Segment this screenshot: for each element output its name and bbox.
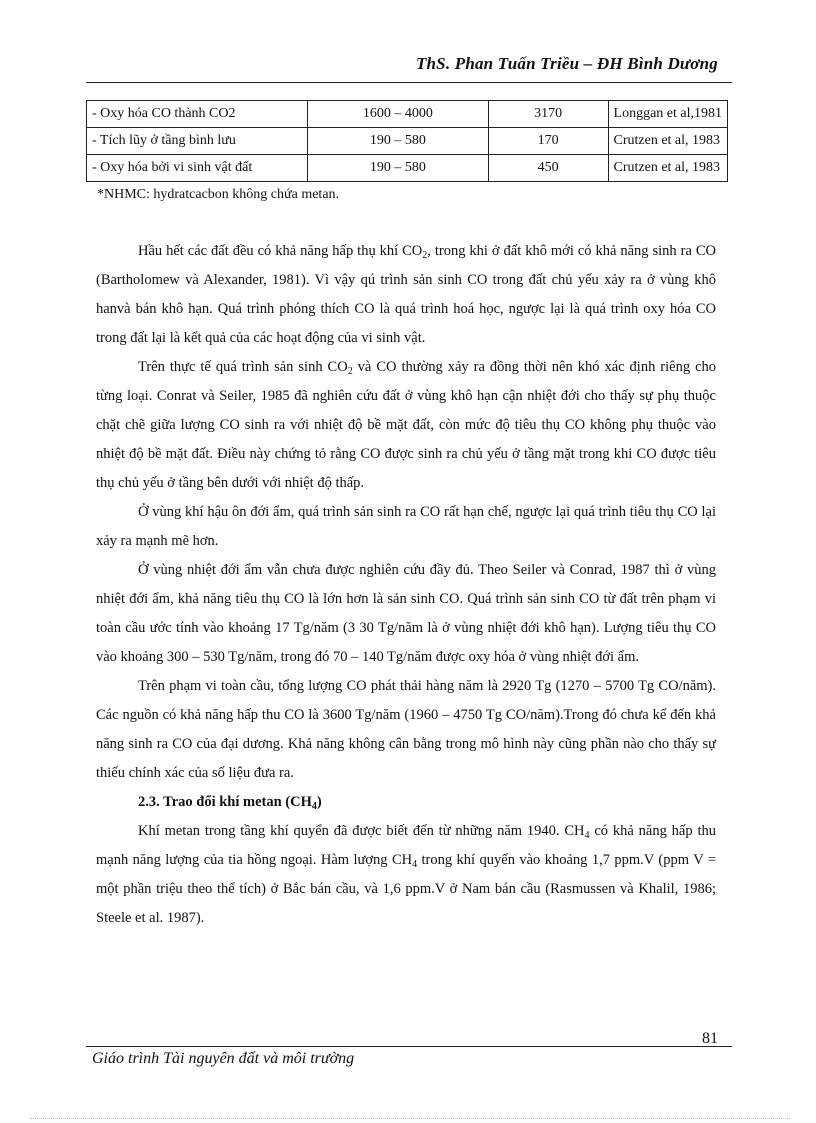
footer-rule <box>86 1046 732 1047</box>
range-cell: 1600 – 4000 <box>307 101 488 128</box>
subscript: 4 <box>412 859 418 870</box>
subscript: 2 <box>347 366 353 377</box>
process-cell: - Oxy hóa CO thành CO2 <box>87 101 308 128</box>
process-cell: - Oxy hóa bởi vi sinh vật đất <box>87 155 308 182</box>
page-number: 81 <box>702 1030 718 1047</box>
table-row <box>87 128 728 155</box>
value-cell: 3170 <box>488 101 608 128</box>
text-run: và CO thường xảy ra đồng thời nên khó xác định riêng cho từng loại. Conrat và Seiler, 1985 đã nghiên cứu đất ở vùng khô hạn cận nhiệt đới cho thấy sự phụ thuộc chặt chẽ giữa lượng CO sinh ra với nhiệt độ bề mặt đất, còn mức độ tiêu thụ CO không phụ thuộc vào nhiệt độ bề mặt đất. Điều này chứng tỏ rằng CO được sinh ra chủ yếu ở tầng mặt trong khi CO được tiêu thụ chủ yếu ở tầng bên dưới với nhiệt độ thấp. <box>96 359 717 491</box>
text-run: Trên thực tế quá trình sản sinh CO <box>138 359 348 375</box>
text-run: trong khí quyển vào khoảng 1,7 ppm.V (ppm V = một phần triệu theo thể tích) ở Bắc bán cầu, và 1,6 ppm.V ở Nam bán cầu (Rasmussen và Khalil, 1986; Steele et al. 1987). <box>96 852 716 926</box>
page-footer: Giáo trình Tài nguyên đất và môi trường <box>92 1050 355 1067</box>
subscript: 4 <box>584 830 590 841</box>
paragraph <box>96 817 716 933</box>
process-cell: - Tích lũy ở tầng bình lưu <box>87 128 308 155</box>
text-run: 2.3. Trao đổi khí metan (CH <box>138 794 312 810</box>
subscript: 2 <box>422 250 428 261</box>
emission-table <box>86 100 728 182</box>
value-cell: 450 <box>488 155 608 182</box>
paragraph: Ở vùng nhiệt đới ẩm vẫn chưa được nghiên cứu đầy đủ. Theo Seiler và Conrad, 1987 thì ở vùng nhiệt đới ẩm, khả năng tiêu thụ CO là lớn hơn là sản sinh CO. Quá trình sản sinh CO từ đất trên phạm vi toàn cầu ước tính vào khoảng 17 Tg/năm (3 30 Tg/năm là ở vùng nhiệt đới khô hạn). Lượng tiêu thụ CO vào khoảng 300 – 530 Tg/năm, trong đó 70 – 140 Tg/năm được oxy hóa ở vùng nhiệt đới ẩm. <box>96 562 716 665</box>
table-footnote: *NHMC: hydratcacbon không chứa metan. <box>97 187 340 202</box>
paragraph <box>96 353 716 498</box>
paragraph <box>96 237 716 353</box>
reference-cell: Longgan et al,1981 <box>608 101 727 128</box>
value-cell: 170 <box>488 128 608 155</box>
body-text <box>96 237 716 933</box>
text-run: Hầu hết các đất đều có khả năng hấp thụ khí CO <box>138 243 423 259</box>
text-run: ) <box>316 794 322 810</box>
reference-cell: Crutzen et al, 1983 <box>608 155 727 182</box>
header-rule <box>86 82 732 83</box>
reference-cell: Crutzen et al, 1983 <box>608 128 727 155</box>
text-run: Khí metan trong tầng khí quyển đã được biết đến từ những năm 1940. CH <box>138 823 585 839</box>
page-header: ThS. Phan Tuấn Triều – ĐH Bình Dương <box>415 54 718 73</box>
text-run: , trong khi ở đất khô mới có khả năng sinh ra CO (Bartholomew và Alexander, 1981). Vì vậy qú trình sản sinh CO trong đất chủ yếu xảy ra ở vùng khô hanvà bán khô hạn. Quá trình phóng thích CO là quá trình hoá học, ngược lại là quá trình oxy hóa CO trong đất lại là kết quả của các hoạt động của vi sinh vật. <box>96 243 716 346</box>
paragraph: Ở vùng khí hậu ôn đới ẩm, quá trình sản sinh ra CO rất hạn chế, ngược lại quá trình tiêu thụ CO lại xảy ra mạnh mẽ hơn. <box>96 504 716 549</box>
table-row <box>87 101 728 128</box>
section-heading <box>96 788 716 817</box>
page-edge-divider <box>30 1118 790 1119</box>
subscript: 4 <box>311 801 317 812</box>
range-cell: 190 – 580 <box>307 155 488 182</box>
table-row <box>87 155 728 182</box>
text-run: có khả năng hấp thu mạnh năng lượng của tia hồng ngoại. Hàm lượng CH <box>96 823 716 868</box>
range-cell: 190 – 580 <box>307 128 488 155</box>
paragraph: Trên phạm vi toàn cầu, tổng lượng CO phát thải hàng năm là 2920 Tg (1270 – 5700 Tg CO/năm). Các nguồn có khả năng hấp thu CO là 3600 Tg/năm (1960 – 4750 Tg CO/năm).Trong đó chưa kể đến khả năng sinh ra CO của đại dương. Khả năng không cân bằng trong mô hình này cũng phần nào cho thấy sự thiếu chính xác của số liệu đưa ra. <box>96 678 716 781</box>
